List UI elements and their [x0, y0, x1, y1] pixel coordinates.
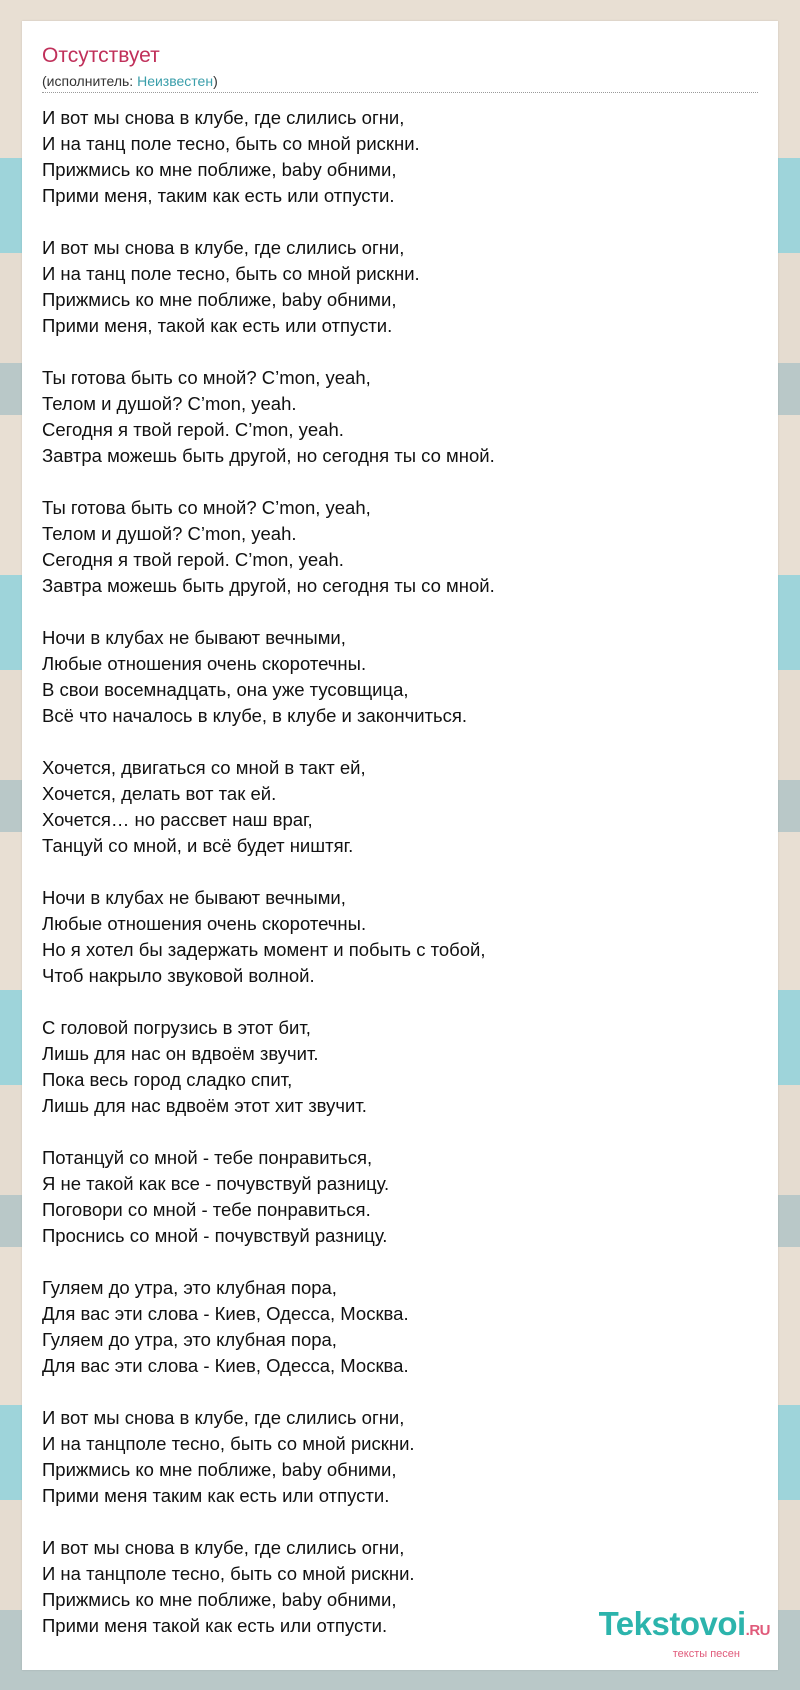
lyrics-stanza	[42, 755, 758, 859]
lyrics-line: Гуляем до утра, это клубная пора,	[42, 1329, 337, 1350]
lyrics-line: Прими меня, таким как есть или отпусти.	[42, 185, 395, 206]
lyrics-line: Прижмись ко мне поближе, baby обними,	[42, 1459, 397, 1480]
lyrics-stanza	[42, 885, 758, 989]
lyrics-line: И на танцполе тесно, быть со мной рискни.	[42, 1433, 415, 1454]
logo-name: Tekstovoi	[598, 1605, 746, 1642]
lyrics-line: Любые отношения очень скоротечны.	[42, 653, 367, 674]
lyrics-card	[22, 21, 778, 1670]
lyrics-line: И на танц поле тесно, быть со мной рискни.	[42, 133, 420, 154]
lyrics-line: Телом и душой? C’mon, yeah.	[42, 523, 297, 544]
lyrics-line: Сегодня я твой герой. C’mon, yeah.	[42, 419, 344, 440]
lyrics-line: Ты готова быть со мной? C’mon, yeah,	[42, 497, 371, 518]
lyrics-stanza	[42, 105, 758, 209]
lyrics-stanza	[42, 1145, 758, 1249]
lyrics-stanza	[42, 365, 758, 469]
lyrics-line: Прими меня такой как есть или отпусти.	[42, 1615, 388, 1636]
lyrics-line: Прижмись ко мне поближе, baby обними,	[42, 289, 397, 310]
lyrics-line: Танцуй со мной, и всё будет ништяг.	[42, 835, 354, 856]
lyrics-stanza	[42, 1275, 758, 1379]
lyrics-line: Ты готова быть со мной? C’mon, yeah,	[42, 367, 371, 388]
site-logo[interactable]	[599, 1607, 770, 1660]
lyrics-stanza	[42, 1015, 758, 1119]
lyrics-line: Хочется, двигаться со мной в такт ей,	[42, 757, 366, 778]
lyrics-line: С головой погрузись в этот бит,	[42, 1017, 311, 1038]
lyrics-stanza	[42, 235, 758, 339]
title-divider	[42, 92, 758, 93]
lyrics-line: Прижмись ко мне поближе, baby обними,	[42, 159, 397, 180]
lyrics-line: Гуляем до утра, это клубная пора,	[42, 1277, 337, 1298]
artist-link[interactable]: Неизвестен	[137, 73, 214, 89]
lyrics-line: Ночи в клубах не бывают вечными,	[42, 887, 346, 908]
artist-line	[42, 72, 218, 90]
artist-prefix: (исполнитель:	[42, 73, 138, 89]
lyrics-line: Всё что началось в клубе, в клубе и закончиться.	[42, 705, 468, 726]
lyrics-line: Любые отношения очень скоротечны.	[42, 913, 367, 934]
lyrics-line: И на танц поле тесно, быть со мной рискни.	[42, 263, 420, 284]
lyrics-line: И вот мы снова в клубе, где слились огни,	[42, 1537, 405, 1558]
lyrics-line: Для вас эти слова - Киев, Одесса, Москва.	[42, 1303, 409, 1324]
lyrics-line: Ночи в клубах не бывают вечными,	[42, 627, 346, 648]
lyrics-line: Я не такой как все - почувствуй разницу.	[42, 1173, 390, 1194]
lyrics-line: Завтра можешь быть другой, но сегодня ты со мной.	[42, 575, 495, 596]
logo-tld: .RU	[745, 1622, 770, 1639]
lyrics-line: Для вас эти слова - Киев, Одесса, Москва.	[42, 1355, 409, 1376]
lyrics-line: Прими меня, такой как есть или отпусти.	[42, 315, 393, 336]
lyrics-line: Хочется, делать вот так ей.	[42, 783, 277, 804]
lyrics-stanza	[42, 625, 758, 729]
lyrics-body	[42, 105, 758, 1665]
lyrics-stanza	[42, 495, 758, 599]
lyrics-line: В свои восемнадцать, она уже тусовщица,	[42, 679, 409, 700]
lyrics-line: Проснись со мной - почувствуй разницу.	[42, 1225, 388, 1246]
lyrics-line: Лишь для нас он вдвоём звучит.	[42, 1043, 319, 1064]
lyrics-line: Прижмись ко мне поближе, baby обними,	[42, 1589, 397, 1610]
lyrics-line: И вот мы снова в клубе, где слились огни,	[42, 237, 405, 258]
lyrics-line: Сегодня я твой герой. C’mon, yeah.	[42, 549, 344, 570]
lyrics-line: Потанцуй со мной - тебе понравиться,	[42, 1147, 373, 1168]
lyrics-line: Прими меня таким как есть или отпусти.	[42, 1485, 390, 1506]
lyrics-line: Телом и душой? C’mon, yeah.	[42, 393, 297, 414]
lyrics-line: Чтоб накрыло звуковой волной.	[42, 965, 315, 986]
lyrics-stanza	[42, 1405, 758, 1509]
lyrics-line: Но я хотел бы задержать момент и побыть с тобой,	[42, 939, 486, 960]
logo-tagline: тексты песен	[672, 1648, 740, 1660]
lyrics-line: Хочется… но рассвет наш враг,	[42, 809, 313, 830]
lyrics-line: Поговори со мной - тебе понравиться.	[42, 1199, 371, 1220]
lyrics-line: И вот мы снова в клубе, где слились огни,	[42, 1407, 405, 1428]
lyrics-line: И на танцполе тесно, быть со мной рискни.	[42, 1563, 415, 1584]
lyrics-line: Лишь для нас вдвоём этот хит звучит.	[42, 1095, 367, 1116]
lyrics-line: И вот мы снова в клубе, где слились огни,	[42, 107, 405, 128]
lyrics-line: Пока весь город сладко спит,	[42, 1069, 293, 1090]
song-title: Отсутствует	[42, 44, 160, 67]
artist-suffix: )	[213, 73, 218, 89]
lyrics-line: Завтра можешь быть другой, но сегодня ты со мной.	[42, 445, 495, 466]
